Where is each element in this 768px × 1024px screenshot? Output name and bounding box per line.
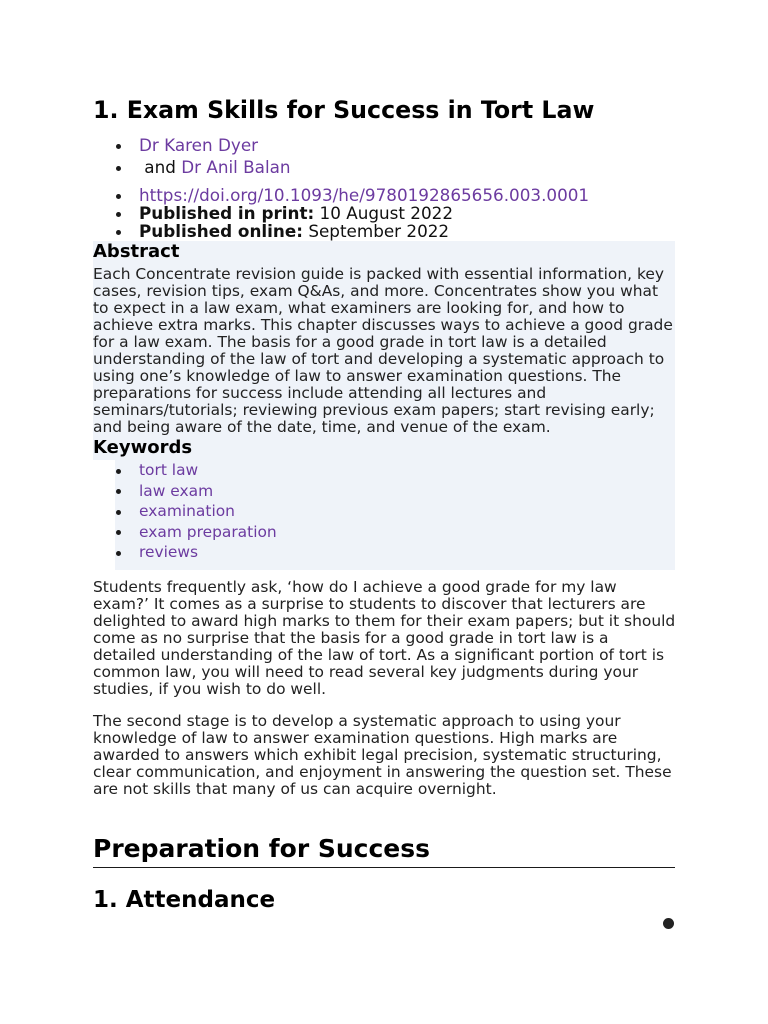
bullet-icon [116,212,121,217]
keyword-link[interactable]: reviews [139,543,199,561]
doi-item [93,186,675,204]
keyword-item [115,501,675,522]
section-heading: Preparation for Success [93,834,675,868]
published-print-date: 10 August 2022 [319,203,454,223]
bullet-icon [116,230,121,235]
article-title: 1. Exam Skills for Success in Tort Law [93,96,595,124]
keyword-list [115,460,675,570]
keyword-item [115,522,675,543]
bullet-icon [116,144,121,149]
abstract-text: Each Concentrate revision guide is packed with essential information, key cases, revision tips, exam Q&As, and more. Concentrates show you what to expect in a law exam, what examiners are looking for, and how to achieve extra marks. This chapter discusses ways to achieve a good grade for a law exam. The basis for a good grade in tort law is a detailed understanding of the law of tort and developing a systematic approach to using one’s knowledge of law to answer examination questions. The preparations for success include attending all lectures and seminars/tutorials; reviewing previous exam papers; start revising early; and being aware of the date, time, and venue of the exam. [93,265,673,436]
keyword-link[interactable]: law exam [139,481,214,500]
keyword-item [115,542,675,563]
author-link[interactable]: Dr Karen Dyer [139,135,259,155]
author-conjunction: and [144,157,176,177]
author-list [93,134,675,178]
keywords-heading: Keywords [93,437,193,458]
published-online-label: Published online: [139,221,303,241]
dot-icon [663,918,674,929]
author-item [93,156,675,178]
keyword-link[interactable]: examination [139,502,235,520]
author-item [93,134,675,156]
bullet-icon [116,469,121,474]
metadata-list [93,186,675,240]
doi-link[interactable]: https://doi.org/10.1093/he/9780192865656.003.0001 [139,185,590,205]
abstract-section [93,241,675,460]
bullet-icon [116,551,121,556]
bullet-icon [116,166,121,171]
author-link[interactable]: Dr Anil Balan [181,157,291,177]
keyword-link[interactable]: tort law [139,461,199,479]
published-print-label: Published in print: [139,203,315,223]
keyword-link[interactable]: exam preparation [139,522,277,541]
bullet-icon [116,510,121,515]
bullet-icon [116,530,121,535]
body-paragraph: Students frequently ask, ‘how do I achieve a good grade for my law exam?’ It comes as a surprise to students to discover that lecturers are delighted to award high marks to them for their exam papers; but it should come as no surprise that the basis for a good grade in tort law is a detailed understanding of the law of tort. As a significant portion of tort is common law, you will need to read several key judgments during your studies, if you wish to do well. [93,578,676,698]
bullet-icon [116,194,121,199]
keyword-item [115,481,675,502]
published-print-item [93,204,675,222]
published-online-date: September 2022 [308,221,450,241]
subsection-heading: 1. Attendance [93,887,276,913]
abstract-heading: Abstract [93,241,180,262]
keyword-item [115,460,675,481]
published-online-item [93,222,675,240]
body-paragraph: The second stage is to develop a systematic approach to using your knowledge of law to answer examination questions. High marks are awarded to answers which exhibit legal precision, systematic structuring, clear communication, and enjoyment in answering the question set. These are not skills that many of us can acquire overnight. [93,712,672,798]
bullet-icon [116,489,121,494]
